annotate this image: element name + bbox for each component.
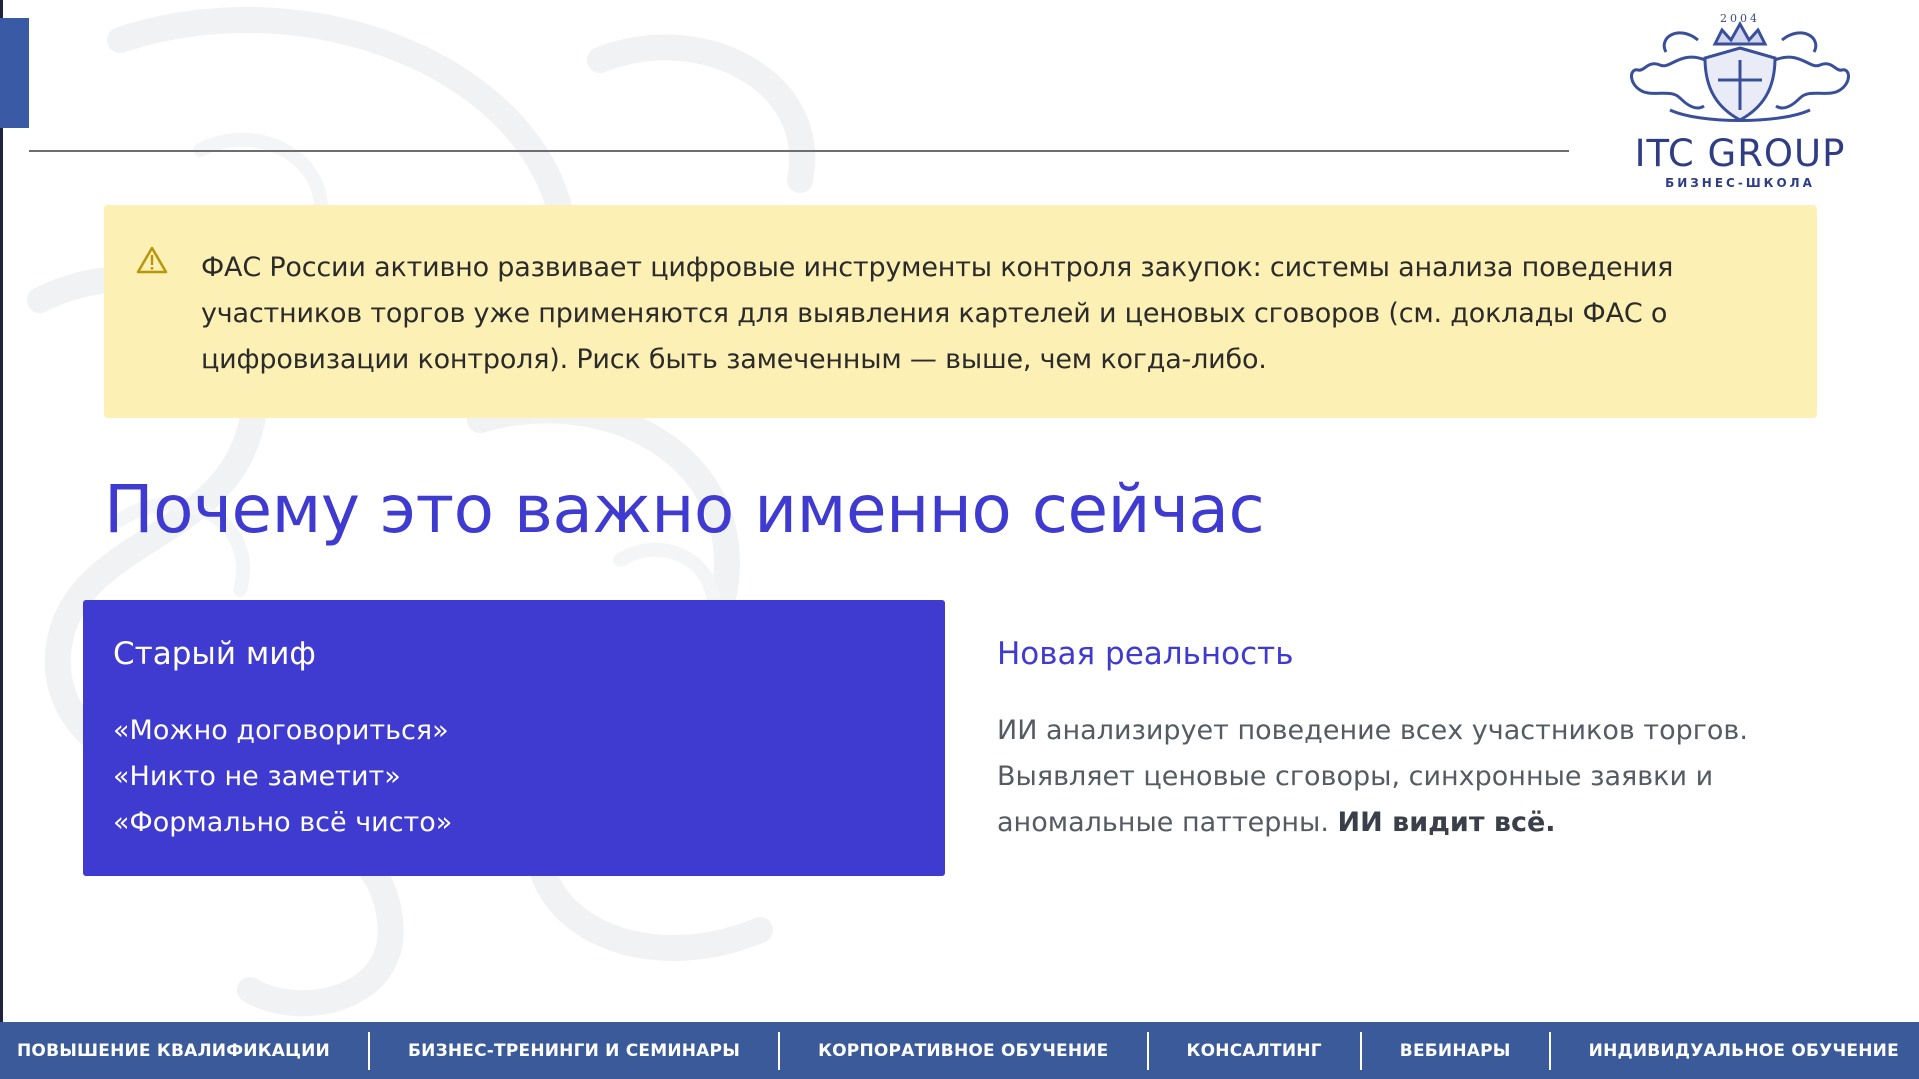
corner-accent: [0, 18, 29, 128]
old-myth-list: [113, 708, 452, 846]
myth-item: «Формально всё чисто»: [113, 807, 453, 838]
crest-icon: [1600, 10, 1880, 130]
footer-separator: [1147, 1032, 1149, 1070]
footer-separator: [1549, 1032, 1551, 1070]
new-reality-heading: Новая реальность: [997, 636, 1294, 672]
logo-subtitle: БИЗНЕС-ШКОЛА: [1665, 176, 1815, 190]
warning-triangle-icon: [136, 245, 168, 275]
footer-item-webinars[interactable]: ВЕБИНАРЫ: [1399, 1040, 1511, 1061]
header-divider: [29, 150, 1569, 152]
section-title: Почему это важно именно сейчас: [104, 471, 1265, 548]
footer-separator: [778, 1032, 780, 1070]
myth-item: «Никто не заметит»: [113, 761, 401, 792]
new-reality-body: ИИ анализирует поведение всех участников торгов. Выявляет ценовые сговоры, синхронные заявки и аномальные паттерны.: [997, 715, 1748, 838]
logo-title: ITC GROUP: [1634, 132, 1846, 175]
footer-separator: [368, 1032, 370, 1070]
footer-separator: [1360, 1032, 1362, 1070]
footer-item-trainings[interactable]: БИЗНЕС-ТРЕНИНГИ И СЕМИНАРЫ: [408, 1040, 741, 1061]
warning-callout: [104, 205, 1817, 418]
new-reality-emphasis: ИИ видит всё.: [1337, 807, 1556, 838]
new-reality-text: [997, 708, 1797, 846]
footer-bar: [0, 1022, 1919, 1079]
left-edge-bar: [0, 0, 3, 1022]
footer-item-corporate[interactable]: КОРПОРАТИВНОЕ ОБУЧЕНИЕ: [818, 1040, 1109, 1061]
footer-item-individual[interactable]: ИНДИВИДУАЛЬНОЕ ОБУЧЕНИЕ: [1588, 1040, 1899, 1061]
warning-text: ФАС России активно развивает цифровые инструменты контроля закупок: системы анализа поведения участников торгов уже применяются для выявления картелей и ценовых сговоров (см. доклады ФАС о цифровизации контроля). Риск быть замеченным — выше, чем когда-либо.: [201, 252, 1674, 375]
footer-item-qualification[interactable]: ПОВЫШЕНИЕ КВАЛИФИКАЦИИ: [17, 1040, 330, 1061]
old-myth-card: [83, 600, 945, 876]
old-myth-heading: Старый миф: [113, 636, 316, 672]
itc-group-logo: [1600, 10, 1880, 192]
footer-item-consulting[interactable]: КОНСАЛТИНГ: [1186, 1040, 1322, 1061]
logo-year: 2004: [1720, 12, 1760, 25]
myth-item: «Можно договориться»: [113, 715, 449, 746]
